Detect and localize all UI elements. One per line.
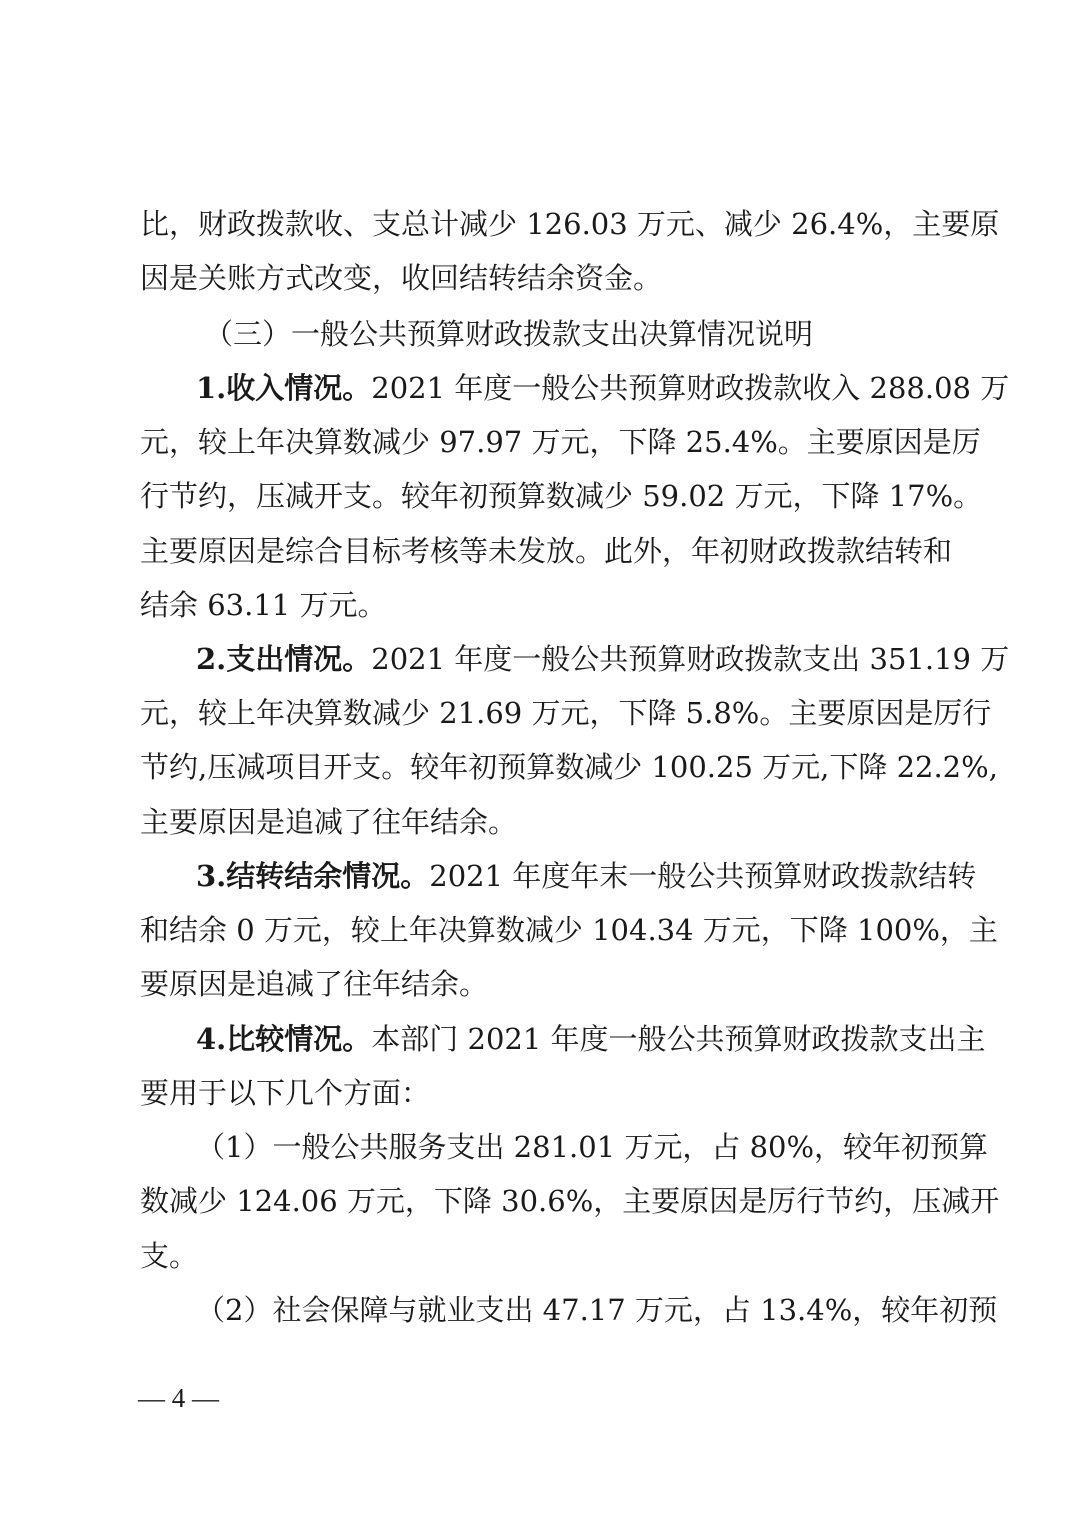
paragraph-comparison-first-line [196,1017,986,1061]
text-span: 2021 年度一般公共预算财政拨款收入 288.08 万 [371,371,1010,405]
paragraph-income-first-line [196,366,1010,410]
text-line: 元，较上年决算数减少 21.69 万元，下降 5.8%。主要原因是厉行 [140,696,992,730]
text-line: 数减少 124.06 万元，下降 30.6%，主要原因是厉行节约，压减开 [140,1184,1000,1218]
text-line: 主要原因是综合目标考核等未发放。此外，年初财政拨款结转和 [140,534,953,568]
paragraph-expense-first-line [196,637,1010,681]
page-number: — 4 — [138,1383,219,1413]
text-line: 主要原因是追减了往年结余。 [140,805,518,839]
subheading-expense: 2.支出情况。 [196,642,372,676]
text-line: 结余 63.11 万元。 [140,588,387,622]
text-line: （2）社会保障与就业支出 47.17 万元，占 13.4%，较年初预 [196,1293,998,1327]
text-line: 要原因是追减了往年结余。 [140,967,489,1001]
text-line: 和结余 0 万元，较上年决算数减少 104.34 万元，下降 100%，主 [140,913,998,947]
subheading-comparison: 4.比较情况。 [196,1022,372,1056]
text-span: 2021 年度年末一般公共预算财政拨款结转 [429,859,977,893]
text-line: 比，财政拨款收、支总计减少 126.03 万元、减少 26.4%，主要原 [140,207,1000,241]
text-line: 支。 [140,1239,199,1273]
text-line: （1）一般公共服务支出 281.01 万元，占 80%，较年初预算 [196,1130,989,1164]
paragraph-balance-first-line [196,854,977,898]
text-line: 节约,压减项目开支。较年初预算数减少 100.25 万元,下降 22.2%, [140,750,998,784]
section-heading: （三）一般公共预算财政拨款支出决算情况说明 [204,317,814,351]
text-line: 行节约，压减开支。较年初预算数减少 59.02 万元，下降 17%。 [140,479,983,513]
subheading-income: 1.收入情况。 [196,371,372,405]
text-line: 要用于以下几个方面： [140,1076,431,1110]
text-line: 元，较上年决算数减少 97.97 万元，下降 25.4%。主要原因是厉 [140,425,981,459]
text-span: 本部门 2021 年度一般公共预算财政拨款支出主 [371,1022,986,1056]
subheading-balance: 3.结转结余情况。 [196,859,430,893]
text-line: 因是关账方式改变，收回结转结余资金。 [140,261,663,295]
text-span: 2021 年度一般公共预算财政拨款支出 351.19 万 [371,642,1010,676]
